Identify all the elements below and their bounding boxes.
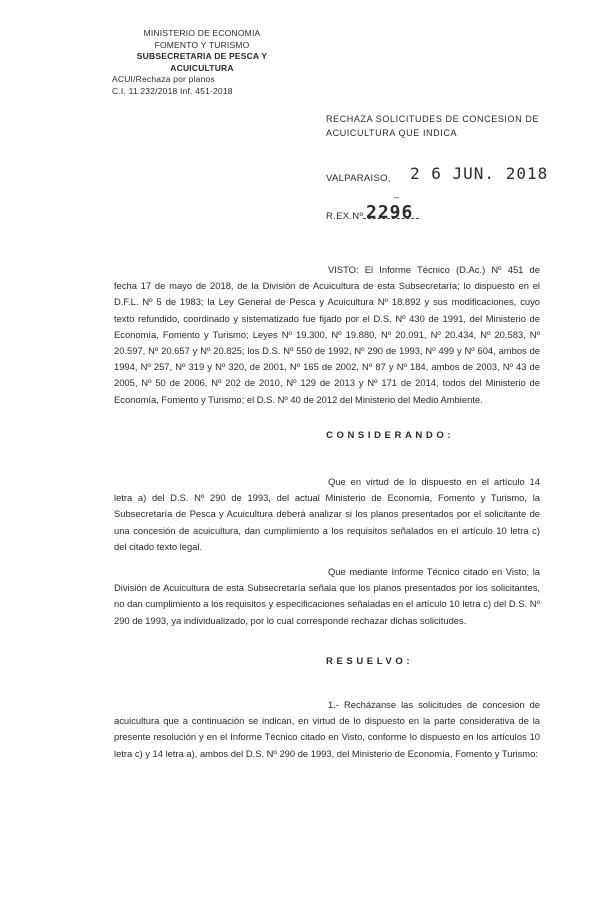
place-label: VALPARAISO, bbox=[326, 173, 391, 184]
subject-reference: RECHAZA SOLICITUDES DE CONCESION DE ACUICULTURA QUE INDICA bbox=[326, 114, 540, 138]
visto-paragraph: VISTO: El Informe Técnico (D.Ac.) Nº 451 de fecha 17 de mayo de 2018, de la División de Acuicultura de esta Subsecretaría; lo dispuesto en el D.F.L. Nº 5 de 1983; la Ley General de Pesca y Acuicultura Nº 18.892 y sus modificaciones, cuyo texto refundido, coordinado y sistematizado fue fijado por el D.S. Nº 430 de 1991, del Ministerio de Economía, Fomento y Turismo; Leyes Nº 19.300, Nº 19.880, Nº 20.091, Nº 20.434, Nº 20.583, Nº 20.597, Nº 20.657 y Nº 20.825; los D.S. Nº 550 de 1992, Nº 290 de 1993, Nº 499 y Nº 604, ambos de 1994, Nº 257, Nº 319 y Nº 320, de 2001, Nº 165 de 2002, Nº 87 y Nº 184, ambos de 2003, Nº 43 de 2005, Nº 50 de 2006, Nº 202 de 2010, Nº 129 de 2013 y Nº 171 de 2014, todos del Ministerio de Economía, Fomento y Turismo; el D.S. Nº 40 de 2012 del Ministerio del Medio Ambiente. bbox=[114, 264, 540, 405]
letterhead bbox=[112, 28, 292, 97]
resuelvo-paragraph-1: 1.- Recházanse las solicitudes de concesión de acuicultura que a continuación se indican, en virtud de lo dispuesto en la parte considerativa de la presente resolución y en el Informe Técnico citado en Visto, conforme lo dispuesto en los artículos 10 letra c) y 14 letra a), ambos del D.S. Nº 290 de 1993, del Ministerio de Economía, Fomento y Turismo: bbox=[114, 699, 540, 759]
considerando-paragraph-2: Que mediante Informe Técnico citado en Visto, la División de Acuicultura de esta Subsecretaría señala que los planos presentados por los solicitantes, no dan cumplimiento a los requisitos y especificaciones señaladas en el artículo 10 letra c) del D.S. Nº 290 de 1993, ya individualizado, por lo cual corresponde rechazar dichas solicitudes. bbox=[114, 566, 540, 626]
office-reference: ACUI/Rechaza por planos bbox=[112, 74, 215, 84]
subsecretaria-name: SUBSECRETARIA DE PESCA Y ACUICULTURA bbox=[136, 51, 268, 73]
dash-mark: – bbox=[394, 192, 400, 202]
resolution-number: 2296 bbox=[366, 202, 414, 223]
rex-label: R.EX.Nº bbox=[326, 211, 364, 222]
ministry-name: MINISTERIO DE ECONOMIA bbox=[143, 28, 261, 38]
date-stamp: 2 6 JUN. 2018 bbox=[410, 164, 549, 183]
considerando-paragraph-1: Que en virtud de lo dispuesto en el artículo 14 letra a) del D.S. Nº 290 de 1993, del actual Ministerio de Economía, Fomento y Turismo, la Subsecretaría de Pesca y Acuicultura deberá analizar si los planos presentados por el solicitante de una concesión de acuicultura, dan cumplimiento a los requisitos señalados en el artículo 10 letra c) del citado texto legal. bbox=[114, 476, 540, 552]
ci-reference: C.I. 11.232/2018 Inf. 451-2018 bbox=[112, 85, 233, 96]
considerando-heading: CONSIDERANDO: bbox=[326, 430, 455, 441]
ministry-subname: FOMENTO Y TURISMO bbox=[154, 39, 250, 50]
resuelvo-heading: RESUELVO: bbox=[326, 656, 414, 667]
